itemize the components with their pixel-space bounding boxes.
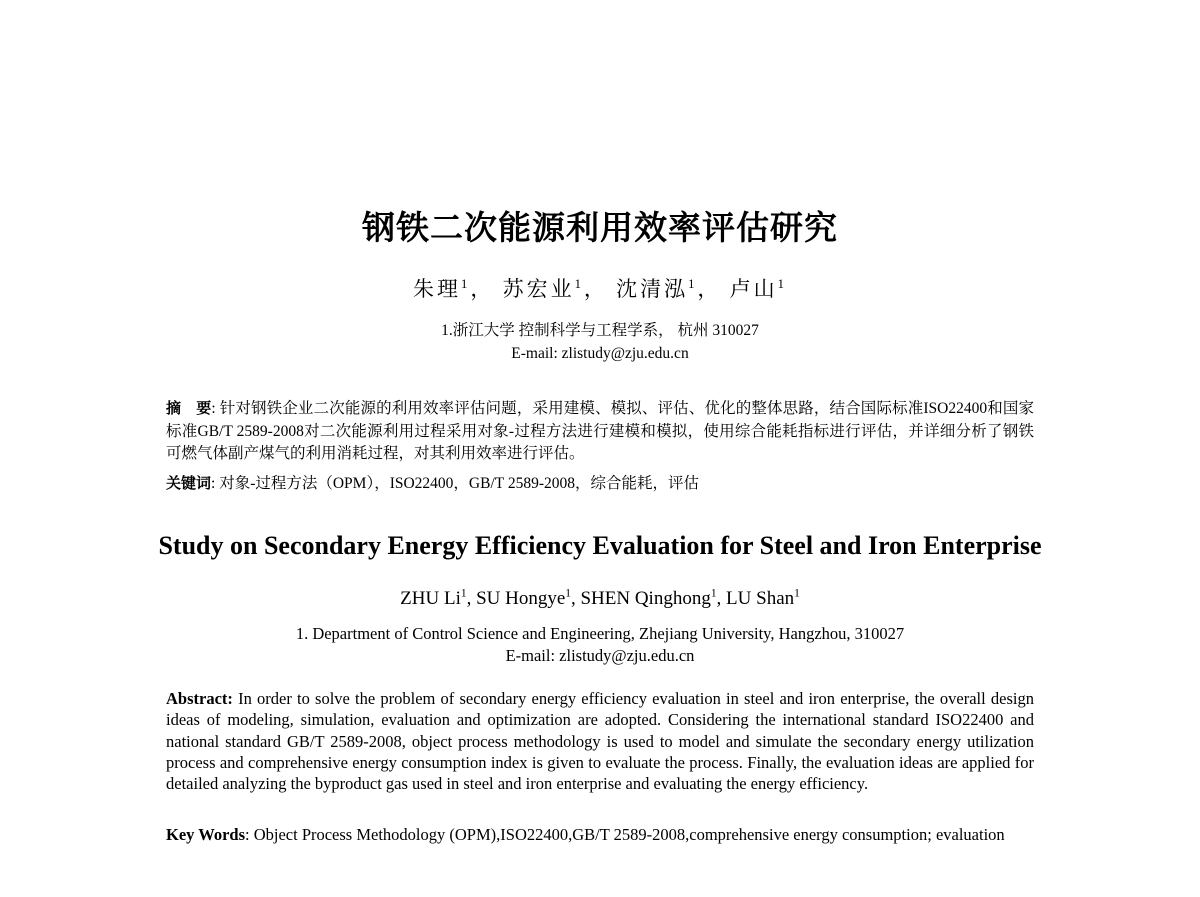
- chinese-author-list: [0, 274, 1200, 304]
- chinese-title: 钢铁二次能源利用效率评估研究: [362, 208, 838, 247]
- english-keywords-label: Key Words: [166, 825, 245, 844]
- english-keywords: [166, 824, 1034, 845]
- english-email: E-mail: zlistudy@zju.edu.cn: [505, 646, 695, 665]
- author-affiliation-mark: 1: [574, 277, 584, 291]
- author-separator: ，: [470, 277, 495, 301]
- author-separator: ,: [570, 588, 581, 609]
- author-name: 朱理: [413, 277, 462, 301]
- chinese-affiliation: 1.浙江大学 控制科学与工程学系， 杭州 310027: [441, 322, 759, 339]
- author-name: SHEN Qinghong: [580, 588, 711, 609]
- author-separator: ,: [466, 588, 477, 609]
- english-abstract-text: In order to solve the problem of secondary energy efficiency evaluation in steel and iron enterprise, the overall design ideas of modeling, simulation, evaluation and optimization are adopted. Considering the international standard ISO22400 and national standard GB/T 2589-2008, object process methodology is used to model and simulate the secondary energy utilization process and comprehensive energy consumption index is given to evaluate the process. Finally, the evaluation ideas are applied for detailed analyzing the byproduct gas used in steel and iron enterprise and evaluating the energy efficiency.: [166, 689, 1034, 794]
- english-author-list: [0, 585, 1200, 613]
- author-name: LU Shan: [726, 588, 795, 609]
- chinese-keywords-label: 关键词: [166, 474, 212, 492]
- author-name: SU Hongye: [476, 588, 566, 609]
- english-abstract-label: Abstract:: [166, 689, 233, 708]
- author-separator: ，: [697, 277, 722, 301]
- author-affiliation-mark: 1: [710, 587, 717, 600]
- author-affiliation-mark: 1: [777, 277, 787, 291]
- author-affiliation-mark: 1: [688, 277, 698, 291]
- chinese-abstract-label: 摘 要: [166, 399, 212, 417]
- author-separator: ，: [583, 277, 608, 301]
- english-keywords-text: : Object Process Methodology (OPM),ISO22400,GB/T 2589-2008,comprehensive energy consumption; evaluation: [245, 825, 1005, 844]
- chinese-keywords: [166, 472, 1034, 496]
- author-affiliation-mark: 1: [565, 587, 571, 600]
- author-separator: ,: [716, 588, 727, 609]
- chinese-keywords-text: : 对象-过程方法（OPM），ISO22400，GB/T 2589-2008，综合能耗，评估: [211, 475, 699, 492]
- chinese-abstract: [166, 397, 1034, 466]
- author-name: 卢山: [729, 277, 778, 301]
- author-affiliation-mark: 1: [460, 587, 467, 600]
- author-affiliation-mark: 1: [461, 277, 471, 291]
- author-name: 沈清泓: [616, 277, 689, 301]
- author-name: ZHU Li: [400, 588, 461, 609]
- author-affiliation-mark: 1: [794, 587, 800, 600]
- chinese-abstract-text: : 针对钢铁企业二次能源的利用效率评估问题，采用建模、模拟、评估、优化的整体思路，结合国际标准ISO22400和国家标准GB/T 2589-2008对二次能源利用过程采用对象-过程方法进行建模和模拟，使用综合能耗指标进行评估，并详细分析了钢铁可燃气体副产煤气的利用消耗过程，对其利用效率进行评估。: [166, 400, 1034, 462]
- english-affiliation: 1. Department of Control Science and Engineering, Zhejiang University, Hangzhou, 310027: [295, 624, 905, 643]
- chinese-email: E-mail: zlistudy@zju.edu.cn: [511, 345, 689, 362]
- author-name: 苏宏业: [502, 277, 575, 301]
- english-abstract: [166, 688, 1034, 794]
- english-title: Study on Secondary Energy Efficiency Evaluation for Steel and Iron Enterprise: [158, 531, 1042, 560]
